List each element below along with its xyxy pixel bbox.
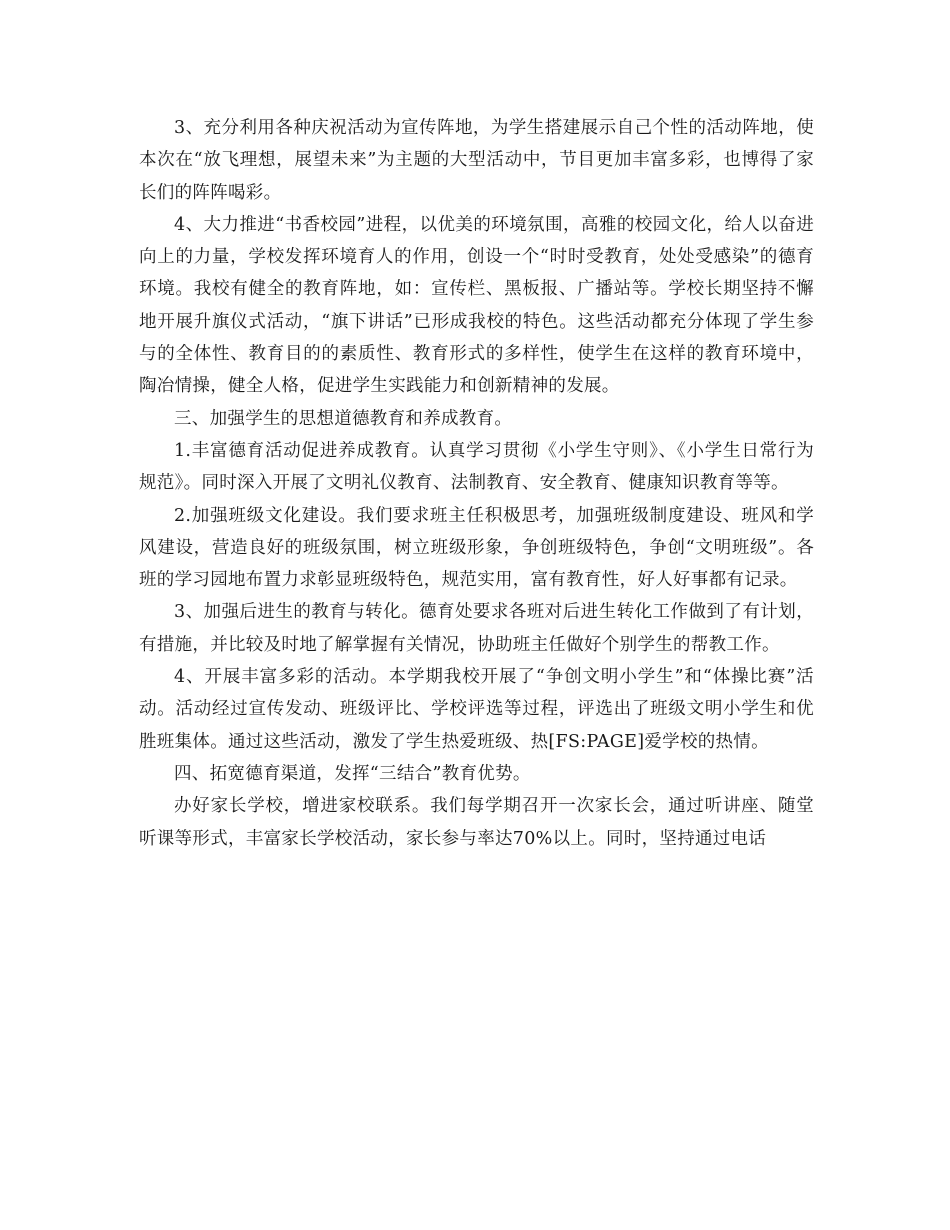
section-heading-three-combination: 四、拓宽德育渠道，发挥“三结合”教育优势。 [174, 763, 531, 784]
paragraph-habit-education: 1.丰富德育活动促进养成教育。认真学习贯彻《小学生守则》、《小学生日常行为规范》。同时深入开展了文明礼仪教育、法制教育、安全教育、健康知识教育等等。 [139, 440, 814, 494]
document-body [139, 112, 814, 855]
paragraph-parent-school: 办好家长学校，增进家校联系。我们每学期召开一次家长会，通过听讲座、随堂听课等形式，丰富家长学校活动，家长参与率达70%以上。同时，坚持通过电话 [139, 796, 814, 849]
paragraph-underachiever-support: 3、加强后进生的教育与转化。德育处要求各班对后进生转化工作做到了有计划，有措施，并比较及时地了解掌握有关情况，协助班主任做好个别学生的帮教工作。 [139, 602, 814, 655]
paragraph-activities: 4、开展丰富多彩的活动。本学期我校开展了“争创文明小学生”和“体操比赛”活动。活动经过宣传发动、班级评比、学校评选等过程，评选出了班级文明小学生和优胜班集体。通过这些活动，激发了学生热爱班级、热[FS:PAGE]爱学校的热情。 [139, 667, 814, 752]
paragraph-class-culture: 2.加强班级文化建设。我们要求班主任积极思考，加强班级制度建设、班风和学风建设，营造良好的班级氛围，树立班级形象，争创班级特色，争创“文明班级”。各班的学习园地布置力求彰显班级特色，规范实用，富有教育性，好人好事都有记录。 [139, 505, 814, 591]
section-heading-moral-education: 三、加强学生的思想道德教育和养成教育。 [174, 408, 513, 429]
paragraph-scholarly-campus: 4、大力推进“书香校园”进程，以优美的环境氛围，高雅的校园文化，给人以奋进向上的力量，学校发挥环境育人的作用，创设一个“时时受教育，处处受感染”的德育环境。我校有健全的教育阵地，如：宣传栏、黑板报、广播站等。学校长期坚持不懈地开展升旗仪式活动，“旗下讲话”已形成我校的特色。这些活动都充分体现了学生参与的全体性、教育目的的素质性、教育形式的多样性，使学生在这样的教育环境中，陶冶情操，健全人格，促进学生实践能力和创新精神的发展。 [139, 214, 814, 397]
paragraph-celebration-activities: 3、充分利用各种庆祝活动为宣传阵地，为学生搭建展示自己个性的活动阵地，使本次在“放飞理想，展望未来”为主题的大型活动中，节目更加丰富多彩，也博得了家长们的阵阵喝彩。 [139, 118, 814, 203]
